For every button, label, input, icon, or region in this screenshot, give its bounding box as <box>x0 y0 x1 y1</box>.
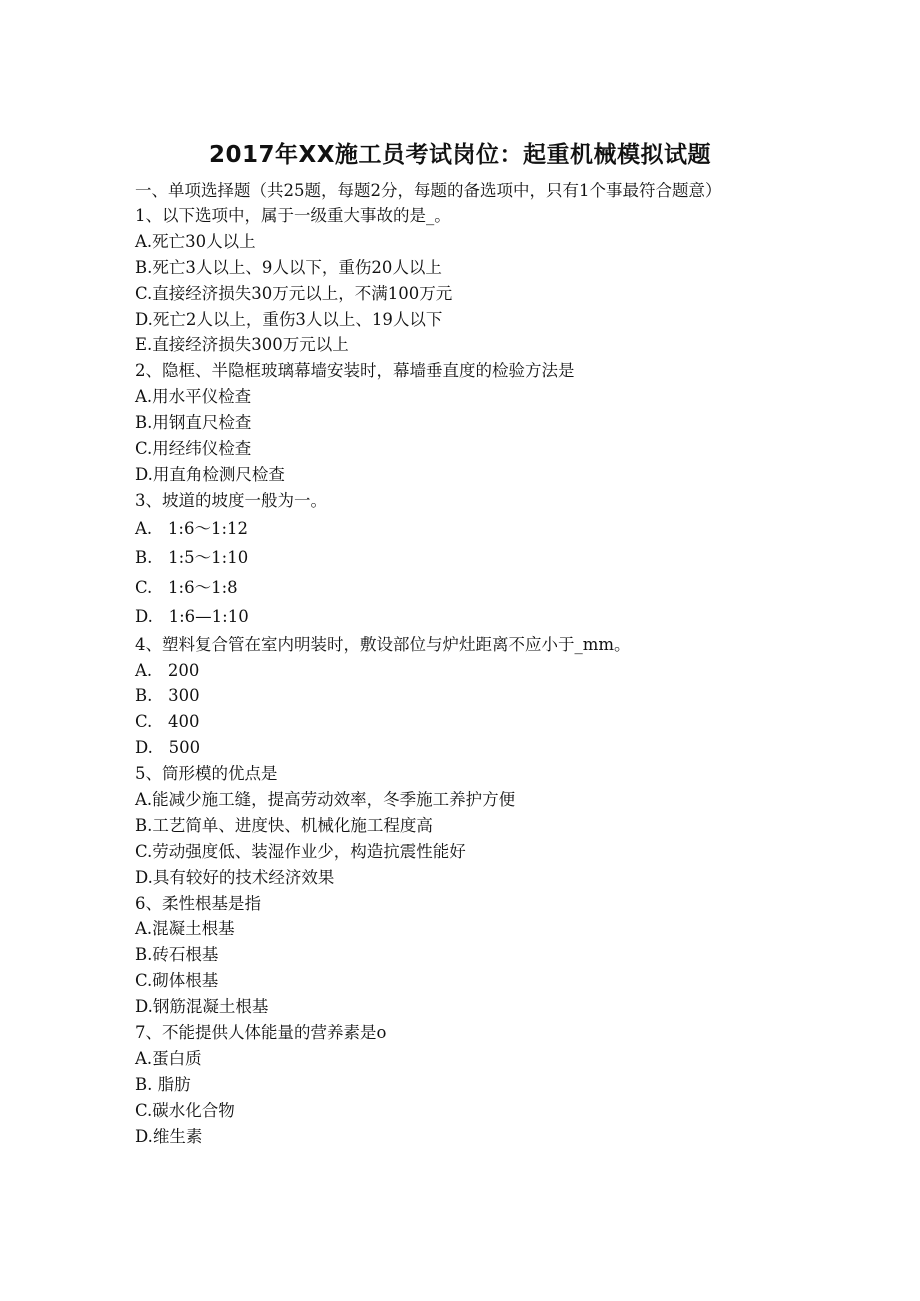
answer-option: D.用直角检测尺检查 <box>135 464 285 484</box>
answer-option: C.劳动强度低、装湿作业少，构造抗震性能好 <box>135 841 466 861</box>
answer-option: B.砖石根基 <box>135 945 219 965</box>
answer-option: A.能减少施工缝，提高劳动效率，冬季施工养护方便 <box>135 790 516 810</box>
answer-option: A.混凝土根基 <box>135 919 235 939</box>
answer-option: C. 400 <box>135 712 200 732</box>
answer-option: D. 1:6—1:10 <box>135 607 249 627</box>
question-stem: 5、筒形模的优点是 <box>135 764 278 784</box>
answer-option: B.工艺简单、进度快、机械化施工程度高 <box>135 815 433 835</box>
answer-option: B. 300 <box>135 686 200 706</box>
answer-option: B. 脂肪 <box>135 1074 191 1094</box>
question-stem: 4、塑料复合管在室内明装时，敷设部位与炉灶距离不应小于_mm。 <box>135 634 631 654</box>
section-heading: 一、单项选择题（共25题，每题2分，每题的备选项中，只有1个事最符合题意） <box>135 181 722 200</box>
answer-option: B.死亡3人以上、9人以下，重伤20人以上 <box>135 257 442 277</box>
answer-option: C. 1:6～1:8 <box>135 577 238 597</box>
question-stem: 7、不能提供人体能量的营养素是o <box>135 1023 387 1043</box>
answer-option: C.碳水化合物 <box>135 1100 235 1120</box>
question-stem: 2、隐框、半隐框玻璃幕墙安装时，幕墙垂直度的检验方法是 <box>135 361 575 381</box>
answer-option: E.直接经济损失300万元以上 <box>135 335 349 355</box>
document-title: 2017年XX施工员考试岗位：起重机械模拟试题 <box>209 142 711 168</box>
answer-option: D. 500 <box>135 738 201 758</box>
answer-option: A. 1:6～1:12 <box>135 518 249 538</box>
answer-option: C.砌体根基 <box>135 971 219 991</box>
answer-option: A.用水平仪检查 <box>135 387 252 407</box>
answer-option: D.死亡2人以上，重伤3人以上、19人以下 <box>135 309 443 329</box>
answer-option: A.蛋白质 <box>135 1048 202 1068</box>
answer-option: D.具有较好的技术经济效果 <box>135 867 335 887</box>
answer-option: A. 200 <box>135 660 200 680</box>
answer-option: C.用经纬仪检查 <box>135 439 252 459</box>
answer-option: A.死亡30人以上 <box>135 231 256 251</box>
answer-option: B. 1:5～1:10 <box>135 548 249 568</box>
document-body <box>135 178 785 1150</box>
question-stem: 3、坡道的坡度一般为一。 <box>135 490 327 510</box>
answer-option: D.维生素 <box>135 1126 203 1146</box>
question-stem: 6、柔性根基是指 <box>135 893 261 913</box>
answer-option: B.用钢直尺检查 <box>135 413 252 433</box>
answer-option: C.直接经济损失30万元以上，不满100万元 <box>135 283 453 303</box>
answer-option: D.钢筋混凝土根基 <box>135 997 269 1017</box>
question-stem: 1、以下选项中，属于一级重大事故的是_。 <box>135 206 451 225</box>
